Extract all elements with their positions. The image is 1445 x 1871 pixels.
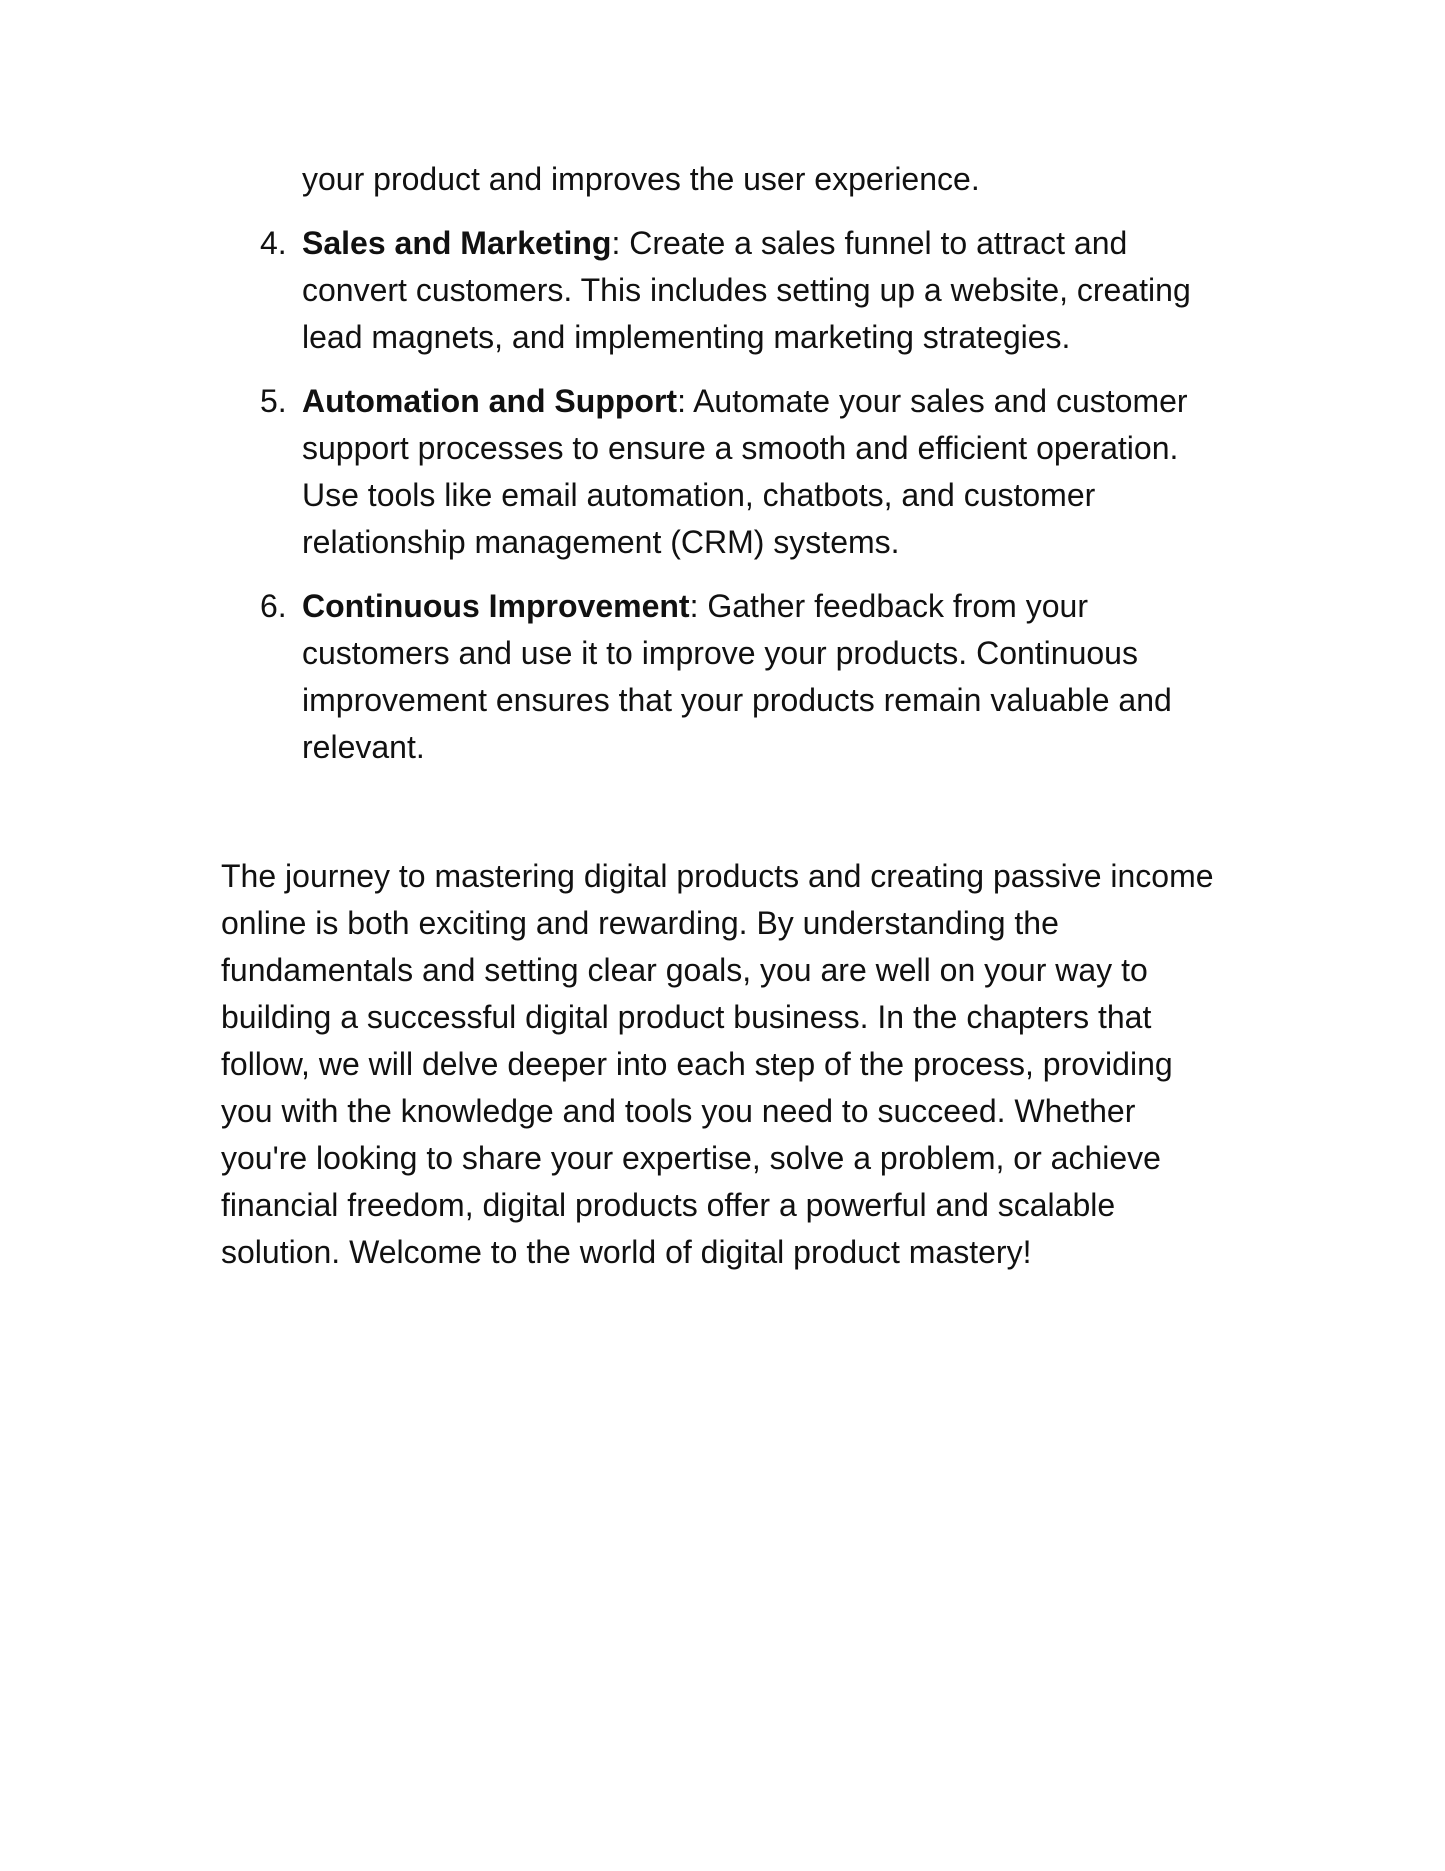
list-item-sales-and-marketing bbox=[0, 220, 1445, 361]
list-item-term: Continuous Improvement bbox=[302, 588, 690, 624]
list-item-body bbox=[302, 583, 1222, 771]
list-item-continuation: your product and improves the user experience. bbox=[302, 161, 980, 197]
list-item-text: Create a sales funnel to attract and convert customers. This includes setting up a website, creating lead magnets, and implementing marketing strategies. bbox=[302, 225, 1191, 355]
list-number: 6. bbox=[260, 588, 287, 624]
list-item-automation-and-support bbox=[0, 378, 1445, 566]
list-item-separator: : bbox=[611, 225, 621, 261]
list-item-body bbox=[302, 220, 1222, 361]
list-number: 4. bbox=[260, 225, 287, 261]
list-item-body bbox=[302, 378, 1222, 566]
list-item-separator: : bbox=[689, 588, 699, 624]
list-item-term: Sales and Marketing bbox=[302, 225, 612, 261]
list-item-separator: : bbox=[677, 383, 686, 419]
list-item-text: Gather feedback from your customers and use it to improve your products. Continuous improvement ensures that your products remain valuable and relevant. bbox=[302, 588, 1172, 765]
numbered-list bbox=[0, 220, 1445, 788]
closing-paragraph: The journey to mastering digital products and creating passive income online is both exciting and rewarding. By understanding the fundamentals and setting clear goals, you are well on your way to building a successful digital product business. In the chapters that follow, we will delve deeper into each step of the process, providing you with the knowledge and tools you need to succeed. Whether you're looking to share your expertise, solve a problem, or achieve financial freedom, digital products offer a powerful and scalable solution. Welcome to the world of digital product mastery! bbox=[221, 858, 1214, 1270]
list-item-text: Automate your sales and customer support processes to ensure a smooth and efficient operation. Use tools like email automation, chatbots, and customer relationship management (CRM) systems. bbox=[302, 383, 1188, 560]
list-item-term: Automation and Support bbox=[302, 383, 678, 419]
list-item-continuous-improvement bbox=[0, 583, 1445, 771]
list-number: 5. bbox=[260, 383, 287, 419]
